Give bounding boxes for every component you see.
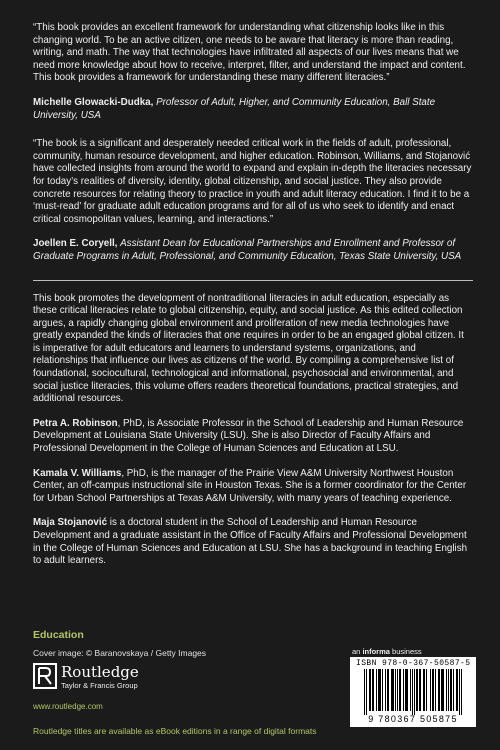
author-bio-text: , PhD, is Associate Professor in the School of Leadership and Human Resource Development at Louisiana State University (LSU). She is also Director of Faculty Affairs and Professional Development in the College of Human Sciences and Education at LSU. xyxy=(33,417,464,455)
publisher-name: Routledge xyxy=(61,663,139,681)
book-description: This book promotes the development of nontraditional literacies in adult education, especially as these critical literacies relate to global citizenship, equity, and social justice. As this edited collection argues, a rapidly changing global environment and proliferation of new media technologies have greatly expanded the kinds of literacies that one requires in order to be an engaged global citizen. It is imperative for adult educators and learners to understand systems, organizations, and relationships that influence our lives as citizens of the world. By compiling a comprehensive list of foundational, sociocultural, technological and informational, psychosocial and environmental, and social justice literacies, this volume offers readers theoretical foundations, practical strategies, and additional resources. xyxy=(33,292,464,405)
publisher-url[interactable]: www.routledge.com xyxy=(33,702,103,711)
informa-business-label xyxy=(352,647,422,656)
endorsement-attribution xyxy=(33,238,473,263)
informa-prefix: an xyxy=(352,647,363,656)
author-name: Maja Stojanović xyxy=(33,517,108,529)
routledge-logo-icon xyxy=(33,663,57,689)
informa-suffix: business xyxy=(389,647,422,656)
informa-brand: informa xyxy=(362,647,390,656)
endorsement-attribution xyxy=(33,97,473,122)
barcode-bars xyxy=(364,669,464,715)
barcode-number: 9 780367 505875 xyxy=(368,714,458,724)
endorser-title: Professor of Adult, Higher, and Community Education, Ball State University, USA xyxy=(33,96,436,121)
endorser-name: Michelle Glowacki-Dudka, xyxy=(33,96,154,108)
endorser-title: Assistant Dean for Educational Partnerships and Enrollment and Professor of Graduate Programs in Adult, Professional, and Community Education, Texas State University, USA xyxy=(33,238,462,262)
author-bio-text: , PhD, is the manager of the Prairie View A&M University Northwest Houston Center, an off-campus instructional site in Houston Texas. She is a former coordinator for the Center for Urban School Partnerships at Texas A&M University, with many years of teaching experience. xyxy=(33,467,467,504)
barcode xyxy=(350,657,476,727)
cover-image-credit: Cover image: © Baranovskaya / Getty Images xyxy=(33,648,207,658)
endorsement-quote: “This book provides an excellent framework for understanding what citizenship looks like in this changing world. To be an active citizen, one needs to be aware that literacy is more than reading, writing, and math. The way that technologies have infiltrated all aspects of our lives means that we need more knowledge about how to receive, interpret, filter, and understand the impact and content. This book provides a framework for understanding these many different literacies.” xyxy=(33,22,466,84)
author-name: Kamala V. Williams xyxy=(33,467,122,479)
endorser-name: Joellen E. Coryell, xyxy=(33,238,118,250)
publisher-group: Taylor & Francis Group xyxy=(61,681,138,690)
author-bio xyxy=(33,418,473,456)
isbn-label: ISBN 978-0-367-50587-5 xyxy=(356,659,471,668)
subject-category: Education xyxy=(33,629,84,641)
back-cover-content xyxy=(33,22,473,580)
ebook-availability-note: Routledge titles are available as eBook editions in a range of digital formats xyxy=(33,726,317,736)
author-name: Petra A. Robinson xyxy=(33,417,118,429)
author-bio xyxy=(33,517,473,567)
author-bio-text: is a doctoral student in the School of Leadership and Human Resource Development and a graduate assistant in the Office of Faculty Affairs and Professional Development in the College of Human Sciences and Education at LSU. She has a background in teaching English to adult learners. xyxy=(33,517,468,567)
endorsement-quote: “The book is a significant and desperately needed critical work in the fields of adult, professional, community, human resource development, and higher education. Robinson, Williams, and Stojanović have collected insights from around the world to expand and explain in-depth the literacies necessary for today’s realities of diversity, identity, global citizenship, and social justice. They also provide concrete resources for relating theory to practice in youth and adult literacy education. I find it to be a ‘must-read’ for graduate adult education programs and for all of us who seek to identify and enact critical cosmopolitan values, learning, and interactions.” xyxy=(33,138,472,225)
divider xyxy=(33,280,473,281)
author-bio xyxy=(33,468,473,506)
